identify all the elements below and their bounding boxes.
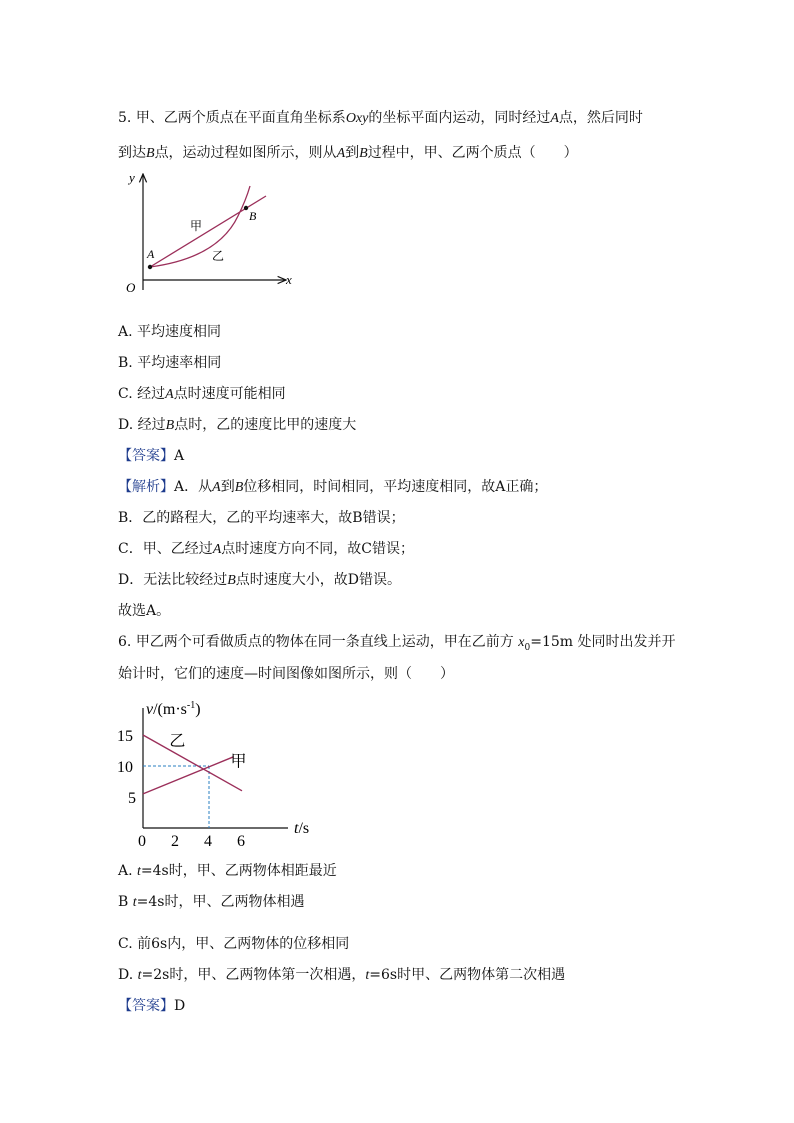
q6-answer: 【答案】D [118, 998, 186, 1014]
q6-option-b: B t=4s时，甲、乙两物体相遇 [118, 894, 305, 910]
q5-option-b: B. 平均速率相同 [118, 355, 222, 371]
q5-y-label: y [129, 170, 135, 185]
series-label-yi: 乙 [169, 733, 186, 751]
q5-analysis-4: D．无法比较经过B点时速度大小，故D错误。 [118, 572, 402, 588]
x-tick-label: 6 [237, 833, 245, 850]
q5-x-label: x [286, 272, 292, 287]
q5-stem-line2: 到达B点，运动过程如图所示，则从A到B过程中，甲、乙两个质点（ ） [118, 145, 578, 161]
analysis-label: 【解析】 [118, 479, 174, 495]
q5-analysis-1: 【解析】A．从A到B位移相同，时间相同，平均速度相同，故A正确； [118, 479, 548, 495]
q5-label-jia: 甲 [190, 219, 203, 233]
q6-vt-chart [108, 694, 338, 852]
q6-option-d: D. t=2s时，甲、乙两物体第一次相遇，t=6s时甲、乙两物体第二次相遇 [118, 967, 566, 983]
y-tick-label: 10 [117, 759, 133, 776]
q5-figure [118, 168, 308, 298]
y-tick-label: 5 [128, 790, 136, 807]
q5-answer: 【答案】A [118, 448, 185, 464]
q6-y-label: $v/(m\cdot s^{-1})$ [146, 700, 201, 718]
q5-analysis-2: B．乙的路程大，乙的平均速率大，故B错误； [118, 510, 405, 526]
answer-label: 【答案】 [118, 998, 174, 1014]
q5-point-b [244, 206, 248, 210]
q6-x-label: t/s [294, 820, 310, 837]
series-line-1 [143, 757, 234, 794]
q6-stem-line2: 始计时，它们的速度—时间图像如图所示，则（ ） [118, 666, 454, 682]
q5-label-b: B [249, 209, 257, 223]
q5-label-yi: 乙 [212, 249, 225, 263]
x-tick-label: 0 [138, 833, 146, 850]
q5-analysis-3: C．甲、乙经过A点时速度方向不同，故C错误； [118, 541, 414, 557]
x-tick-label: 4 [204, 833, 212, 850]
q6-option-c: C. 前6s内，甲、乙两物体的位移相同 [118, 936, 350, 952]
q5-path-jia [150, 196, 266, 267]
y-tick-label: 15 [117, 728, 133, 745]
q5-conclusion: 故选A。 [118, 603, 171, 619]
q5-stem-line1: 5. 甲、乙两个质点在平面直角坐标系Oxy的坐标平面内运动，同时经过A点，然后同时 [118, 110, 643, 126]
q5-option-c: C. 经过A点时速度可能相同 [118, 386, 286, 402]
series-line-0 [143, 735, 242, 791]
q6-number: 6. [118, 634, 132, 650]
series-label-jia: 甲 [230, 753, 247, 771]
q5-origin-label: O [126, 280, 136, 295]
q6-option-a: A. t=4s时，甲、乙两物体相距最近 [118, 863, 337, 879]
q5-number: 5. [118, 110, 132, 126]
q5-option-a: A. 平均速度相同 [118, 324, 222, 340]
x-tick-label: 2 [171, 833, 179, 850]
q6-stem-line1: 6. 甲乙两个可看做质点的物体在同一条直线上运动，甲在乙前方 $x_0=15m$ 处同时出发并开 [118, 634, 676, 653]
q5-option-d: D. 经过B点时，乙的速度比甲的速度大 [118, 417, 357, 433]
answer-label: 【答案】 [118, 448, 174, 464]
q5-point-a [148, 265, 152, 269]
q5-label-a: A [147, 247, 155, 261]
